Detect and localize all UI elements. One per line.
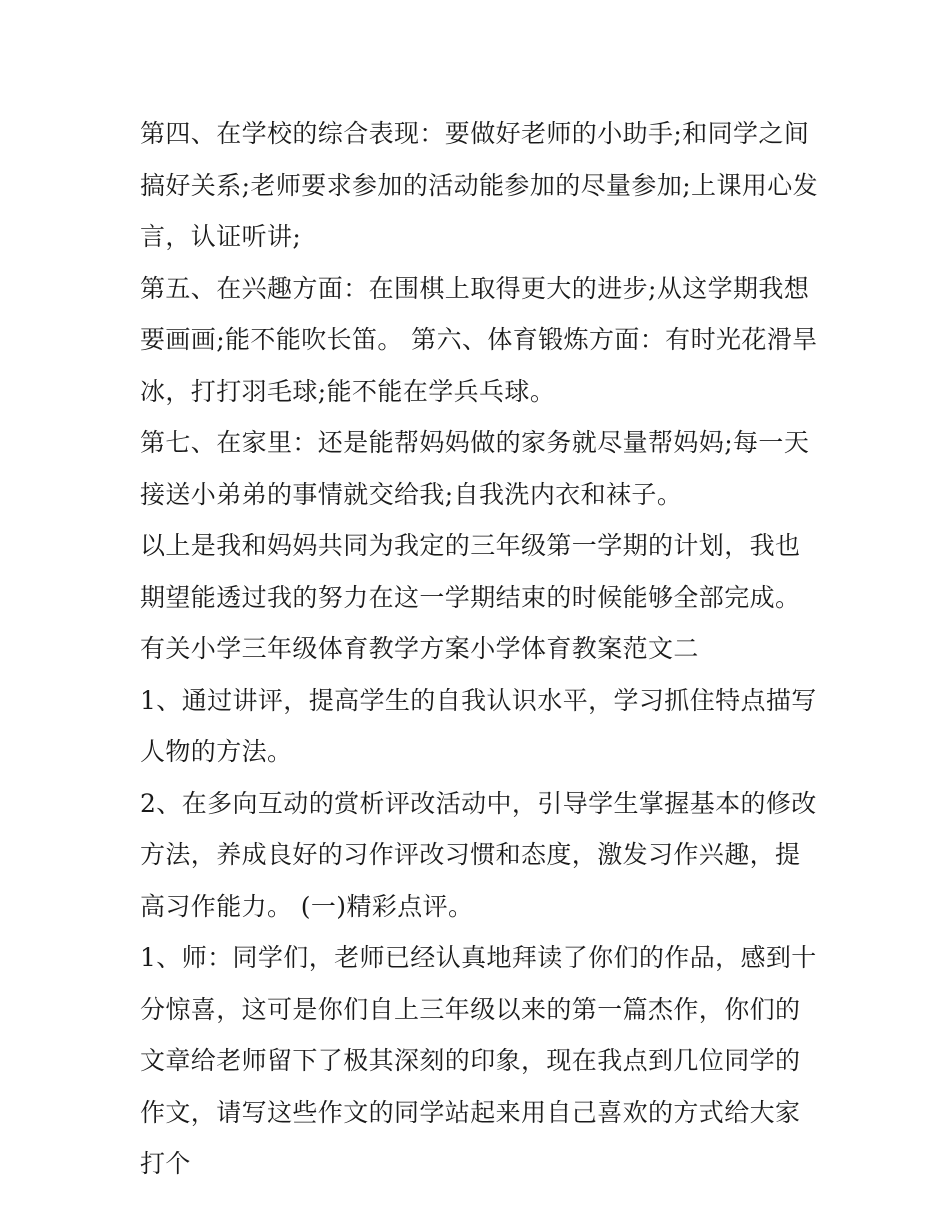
- paragraph-at-home: 第七、在家里：还是能帮妈妈做的家务就尽量帮妈妈;每一天接送小弟弟的事情就交给我;自我洗内衣和袜子。: [140, 428, 810, 509]
- paragraph-summary: 以上是我和妈妈共同为我定的三年级第一学期的计划，我也期望能透过我的努力在这一学期结束的时候能够全部完成。 有关小学三年级体育教学方案小学体育教案范文二: [140, 531, 801, 663]
- paragraph-interests-sports: 第五、在兴趣方面：在围棋上取得更大的进步;从这学期我想要画画;能不能吹长笛。 第六、体育锻炼方面：有时光花滑旱冰，打打羽毛球;能不能在学兵乓球。: [140, 273, 818, 406]
- paragraph-school-performance: 第四、在学校的综合表现：要做好老师的小助手;和同学之间搞好关系;老师要求参加的活动能参加的尽量参加;上课用心发言，认证听讲;: [140, 119, 819, 251]
- paragraph-objective-2: 2、在多向互动的赏析评改活动中，引导学生掌握基本的修改方法，养成良好的习作评改习惯和态度，激发习作兴趣，提高习作能力。 (一)精彩点评。: [140, 788, 817, 921]
- paragraph-objective-1: 1、通过讲评，提高学生的自我认识水平，学习抓住特点描写人物的方法。: [140, 685, 817, 766]
- paragraph-teacher-speech: 1、师：同学们，老师已经认真地拜读了你们的作品，感到十分惊喜，这可是你们自上三年级以来的第一篇杰作，你们的文章给老师留下了极其深刻的印象，现在我点到几位同学的作文，请写这些作文的同学站起来用自己喜欢的方式给大家打个: [140, 943, 817, 1178]
- document-body: [140, 108, 820, 1190]
